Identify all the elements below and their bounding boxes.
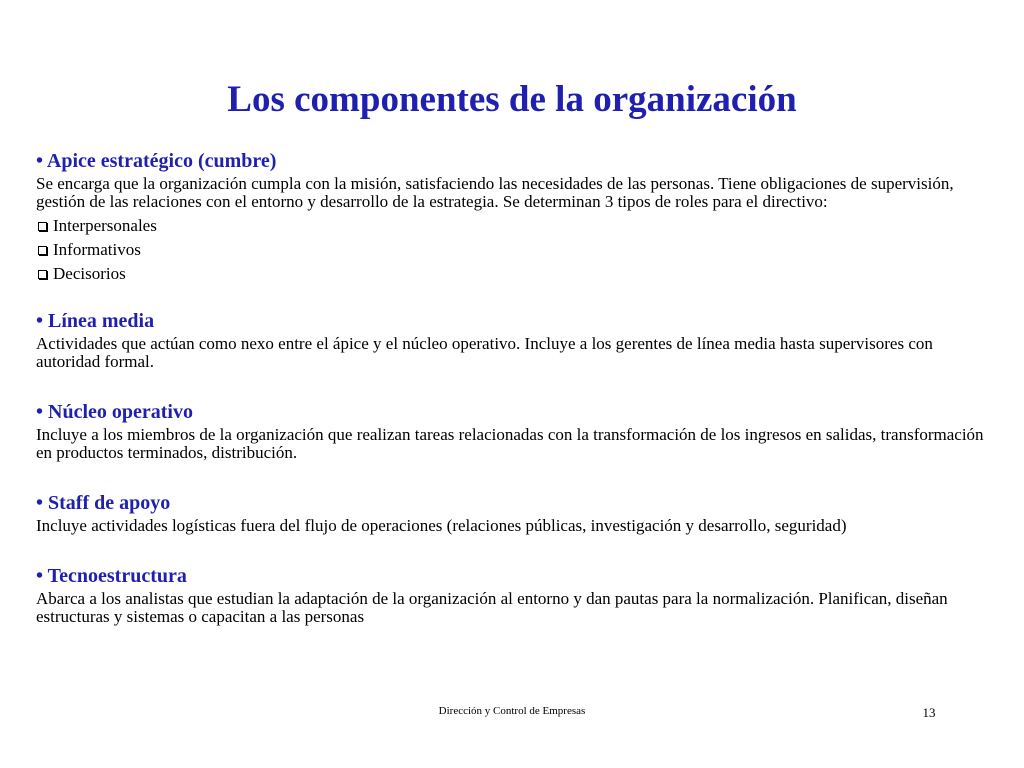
section-body: Incluye a los miembros de la organización que realizan tareas relacionadas con la transformación de los ingresos en salidas, transformación en productos terminados, distribución.	[36, 425, 984, 462]
section-tecnoestructura	[36, 564, 996, 626]
section-body: Actividades que actúan como nexo entre el ápice y el núcleo operativo. Incluye a los gerentes de línea media hasta supervisores con autoridad formal.	[36, 334, 933, 371]
section-nucleo-operativo	[36, 400, 996, 462]
page-number: 13	[922, 705, 936, 720]
list-item	[36, 262, 996, 286]
slide-content	[36, 149, 996, 626]
section-heading: • Apice estratégico (cumbre)	[36, 150, 277, 172]
list-item-label: Interpersonales	[53, 216, 157, 235]
section-heading: • Staff de apoyo	[36, 492, 171, 514]
hollow-square-bullet-icon	[38, 246, 47, 255]
slide-title: Los componentes de la organización	[227, 79, 797, 120]
section-staff-de-apoyo	[36, 491, 996, 535]
roles-list	[36, 214, 996, 286]
list-item	[36, 238, 996, 262]
section-linea-media	[36, 309, 996, 371]
section-body: Incluye actividades logísticas fuera del flujo de operaciones (relaciones públicas, investigación y desarrollo, seguridad)	[36, 516, 847, 535]
hollow-square-bullet-icon	[38, 222, 47, 231]
list-item-label: Decisorios	[53, 264, 126, 283]
section-heading: • Núcleo operativo	[36, 401, 193, 423]
section-heading: • Tecnoestructura	[36, 565, 187, 587]
section-apice-estrategico	[36, 149, 996, 286]
list-item-label: Informativos	[53, 240, 141, 259]
hollow-square-bullet-icon	[38, 270, 47, 279]
section-body: Se encarga que la organización cumpla con la misión, satisfaciendo las necesidades de las personas. Tiene obligaciones de supervisión, gestión de las relaciones con el entorno y desarrollo de la estrategia. Se determinan 3 tipos de roles para el directivo:	[36, 174, 954, 211]
footer-course-name: Dirección y Control de Empresas	[438, 705, 586, 717]
section-body: Abarca a los analistas que estudian la adaptación de la organización al entorno y dan pautas para la normalización. Planifican, diseñan estructuras y sistemas o capacitan a las personas	[36, 589, 948, 626]
section-heading: • Línea media	[36, 310, 155, 332]
list-item	[36, 214, 996, 238]
